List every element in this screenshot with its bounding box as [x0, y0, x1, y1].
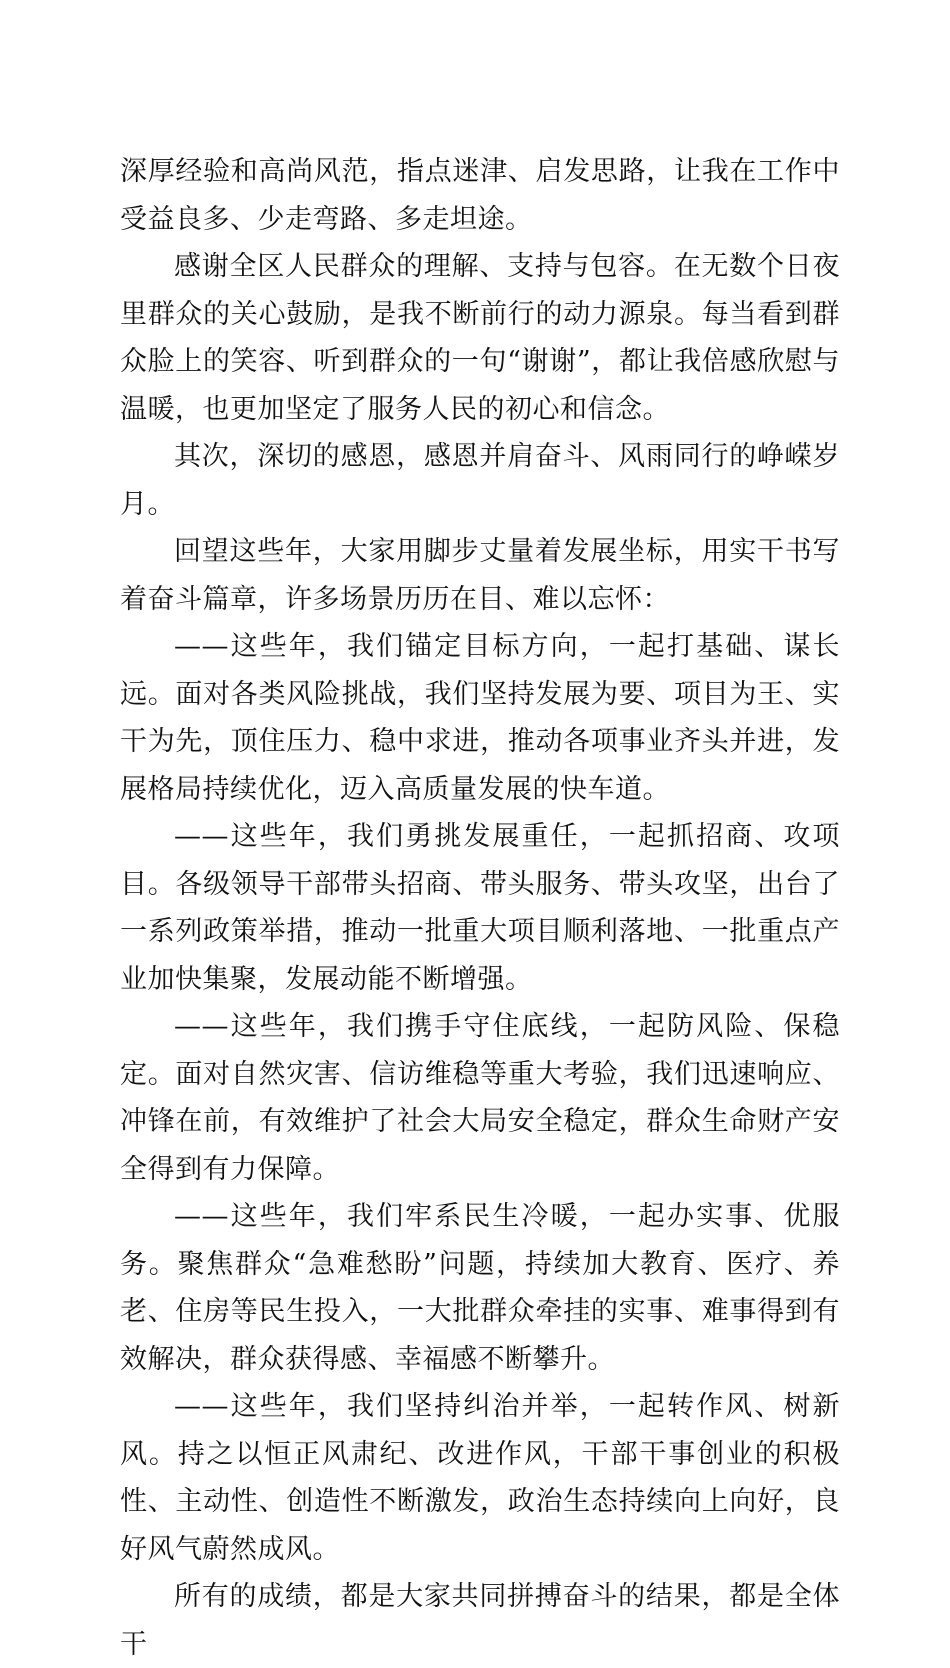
- paragraph-1: 深厚经验和高尚风范，指点迷津、启发思路，让我在工作中受益良多、少走弯路、多走坦途。: [120, 156, 840, 235]
- paragraph-10: 所有的成绩，都是大家共同拼搏奋斗的结果，都是全体干: [120, 1581, 840, 1660]
- paragraph-7: ——这些年，我们携手守住底线，一起防风险、保稳定。面对自然灾害、信访维稳等重大考验，我们迅速响应、冲锋在前，有效维护了社会大局安全稳定，群众生命财产安全得到有力保障。: [120, 1011, 840, 1185]
- paragraph-4: 回望这些年，大家用脚步丈量着发展坐标，用实干书写着奋斗篇章，许多场景历历在目、难以忘怀：: [120, 536, 840, 615]
- paragraph-8: ——这些年，我们牢系民生冷暖，一起办实事、优服务。聚焦群众“急难愁盼”问题，持续加大教育、医疗、养老、住房等民生投入，一大批群众牵挂的实事、难事得到有效解决，群众获得感、幸福感不断攀升。: [120, 1201, 840, 1375]
- paragraph-9: ——这些年，我们坚持纠治并举，一起转作风、树新风。持之以恒正风肃纪、改进作风，干部干事创业的积极性、主动性、创造性不断激发，政治生态持续向上向好，良好风气蔚然成风。: [120, 1391, 840, 1565]
- paragraph-6: ——这些年，我们勇挑发展重任，一起抓招商、攻项目。各级领导干部带头招商、带头服务、带头攻坚，出台了一系列政策举措，推动一批重大项目顺利落地、一批重点产业加快集聚，发展动能不断增强。: [120, 821, 840, 995]
- paragraph-3: 其次，深切的感恩，感恩并肩奋斗、风雨同行的峥嵘岁月。: [120, 441, 840, 520]
- paragraph-2: 感谢全区人民群众的理解、支持与包容。在无数个日夜里群众的关心鼓励，是我不断前行的动力源泉。每当看到群众脸上的笑容、听到群众的一句“谢谢”，都让我倍感欣慰与温暖，也更加坚定了服务人民的初心和信念。: [120, 251, 840, 425]
- paragraph-5: ——这些年，我们锚定目标方向，一起打基础、谋长远。面对各类风险挑战，我们坚持发展为要、项目为王、实干为先，顶住压力、稳中求进，推动各项事业齐头并进，发展格局持续优化，迈入高质量发展的快车道。: [120, 631, 840, 805]
- document-body: [120, 148, 840, 1668]
